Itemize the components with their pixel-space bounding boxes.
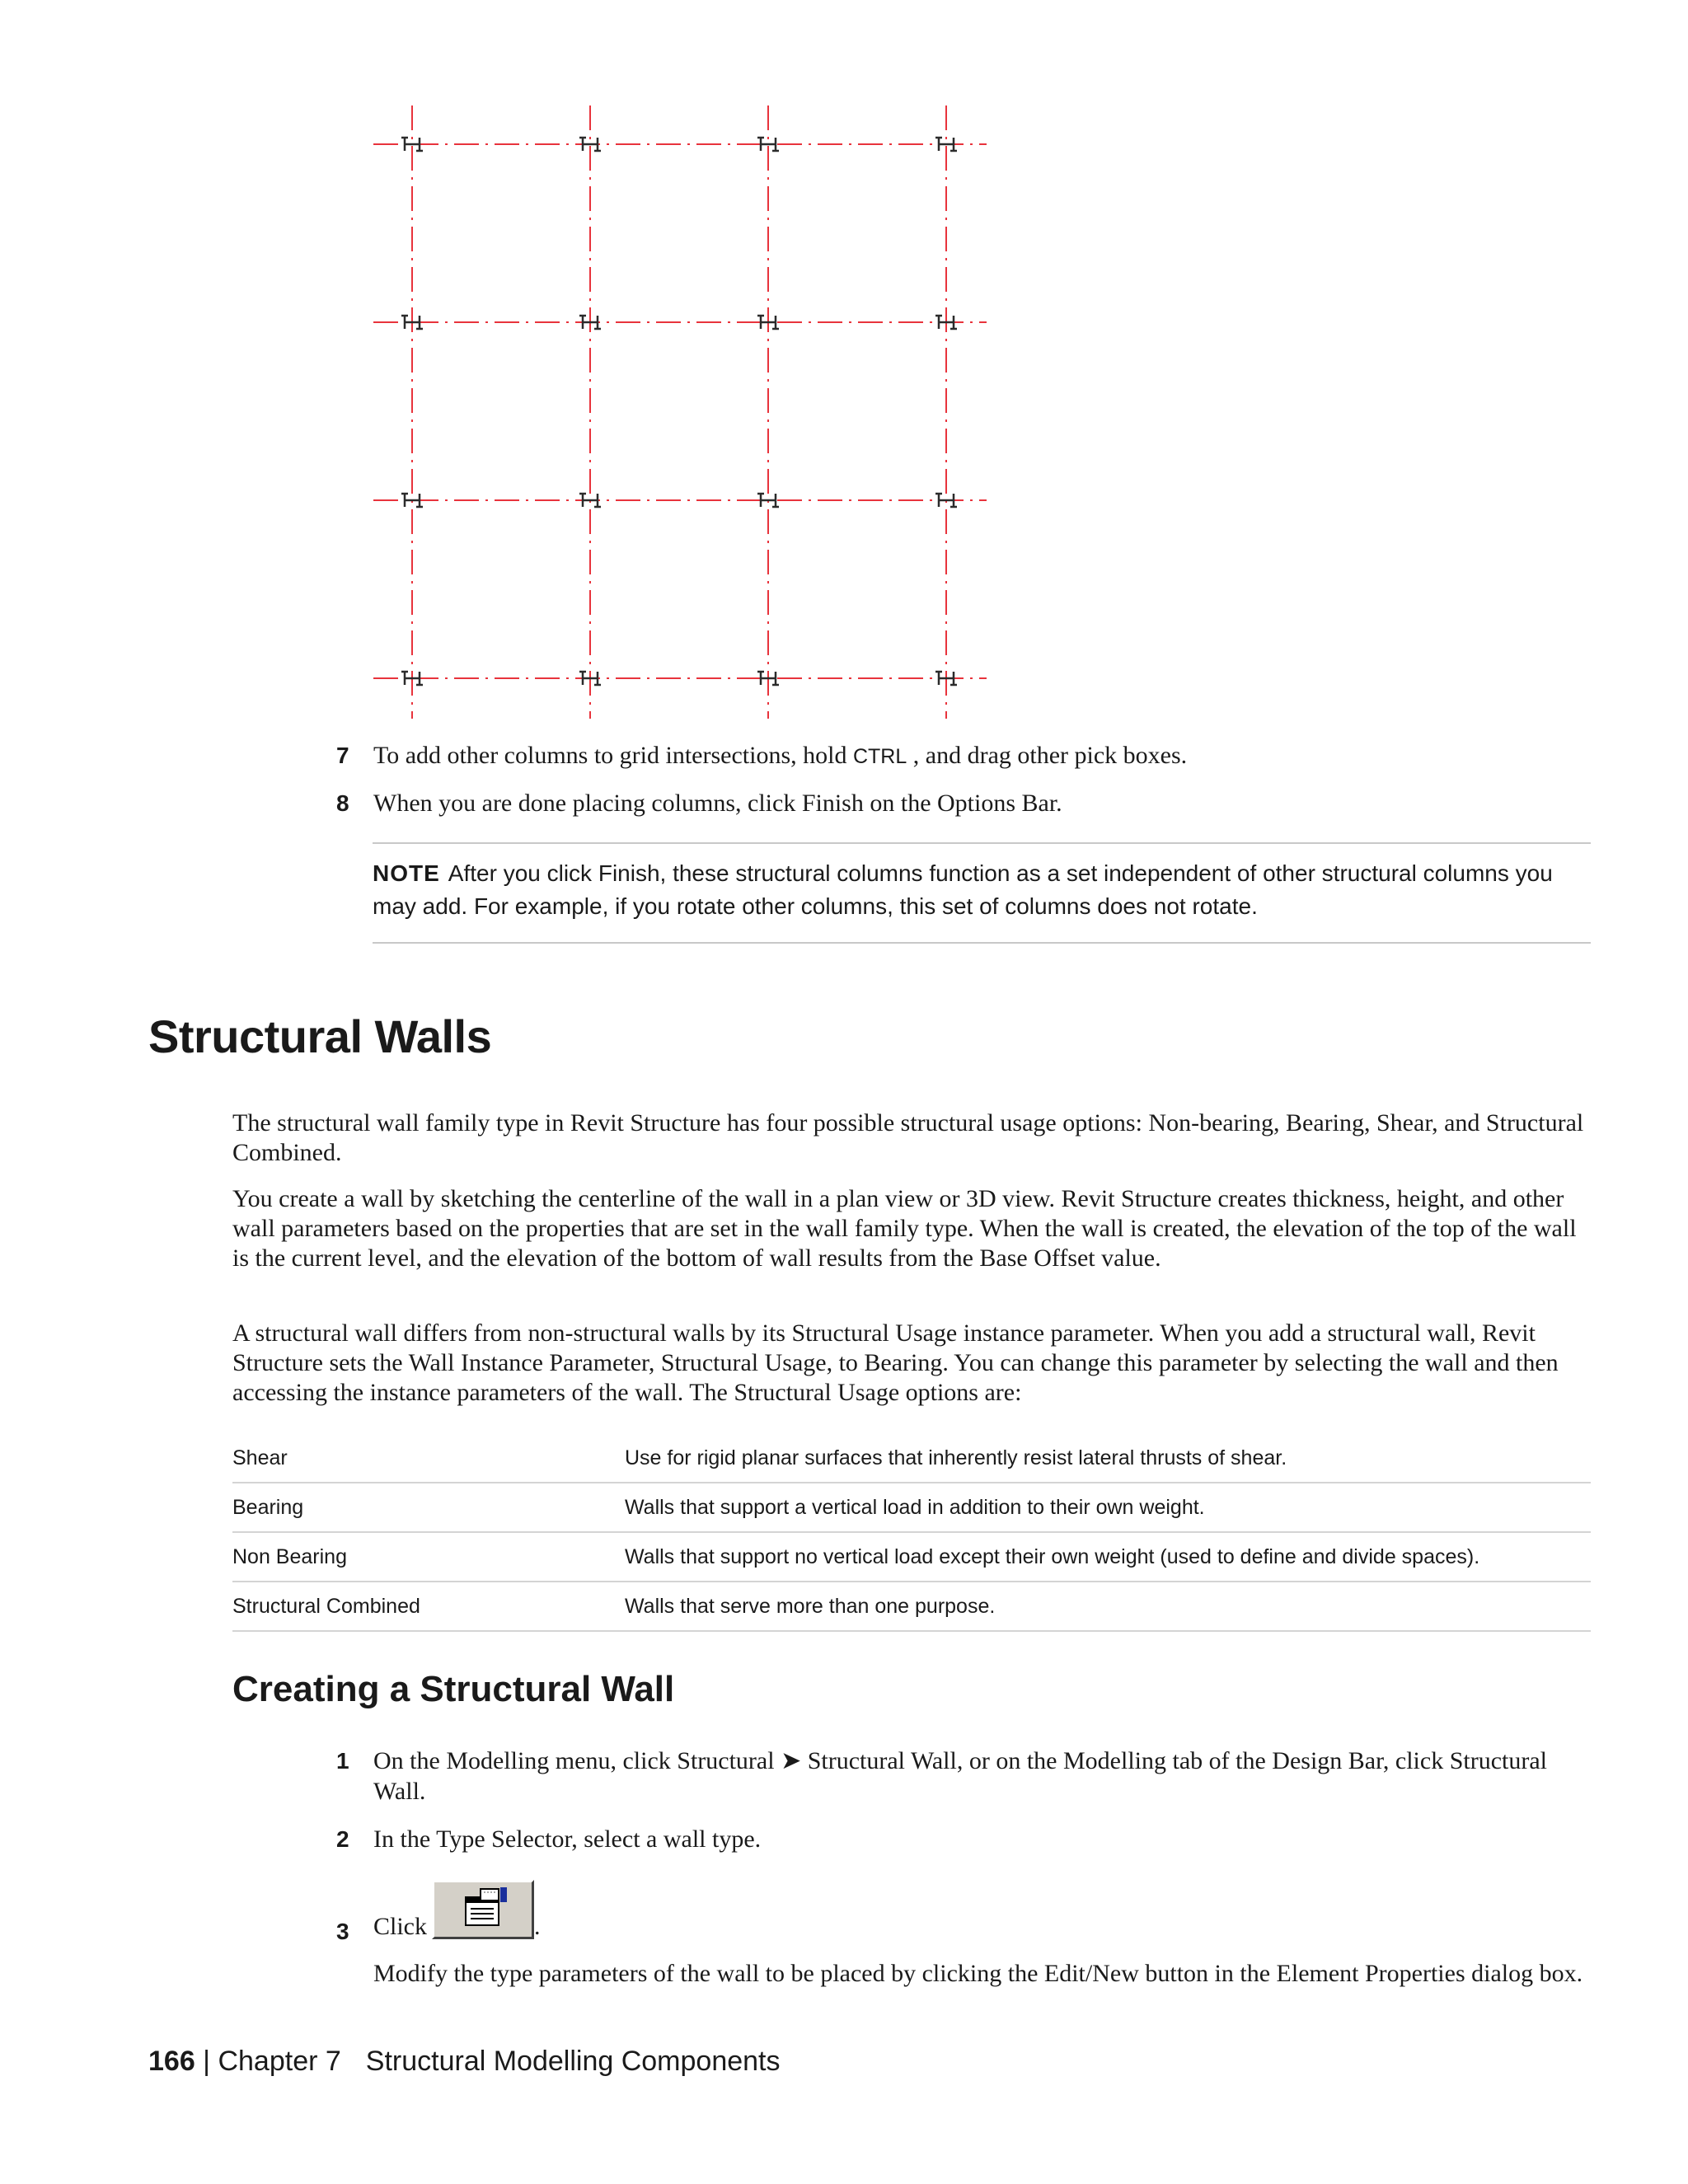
- step-number: 3: [336, 1919, 349, 1944]
- paragraph-2: You create a wall by sketching the centerline of the wall in a plan view or 3D view. Revit Structure creates thickness, height, and other wall parameters based on the properties that are set in the wall family type. When the wall is created, the elevation of the top of the wall is the current level, and the elevation of the bottom of wall results from the Base Offset value.: [232, 1185, 1577, 1272]
- paragraph-3: A structural wall differs from non-structural walls by its Structural Usage instance parameter. When you add a structural wall, Revit Structure sets the Wall Instance Parameter, Structural Usage, to Bearing. You can change this parameter by selecting the wall and then accessing the instance parameters of the wall. The Structural Usage options are:: [232, 1319, 1559, 1406]
- note-top-rule: [373, 842, 1591, 844]
- table-term: Non Bearing: [232, 1545, 347, 1568]
- note-box: [373, 857, 1592, 923]
- step-number: 2: [336, 1826, 349, 1852]
- table-term: Shear: [232, 1446, 288, 1469]
- table-term: Bearing: [232, 1496, 304, 1519]
- table-row: [232, 1533, 1591, 1582]
- step-text: [373, 740, 1593, 772]
- note-text: After you click Finish, these structural columns function as a set independent of other structural columns you may add. For example, if you rotate other columns, this set of columns does not rotate.: [373, 860, 1553, 919]
- note-bottom-rule: [373, 942, 1591, 944]
- column-markers: [401, 138, 957, 685]
- ctrl-key: CTRL: [852, 745, 907, 768]
- chapter-title: Structural Modelling Components: [365, 2046, 781, 2077]
- column-marker: [401, 494, 423, 507]
- step-text-part: .: [534, 1913, 541, 1940]
- step-text: On the Modelling menu, click Structural ➤ Structural Wall, or on the Modelling tab of the Design Bar, click Structural Wall.: [373, 1747, 1547, 1805]
- structural-usage-table: [232, 1434, 1591, 1632]
- step-text-part: To add other columns to grid intersections, hold: [373, 742, 853, 769]
- step-text: When you are done placing columns, click Finish on the Options Bar.: [373, 790, 1062, 817]
- table-row: [232, 1434, 1591, 1483]
- column-marker: [935, 494, 957, 507]
- step-number: 8: [336, 790, 349, 816]
- step-text-part: , and drag other pick boxes.: [907, 742, 1188, 769]
- section-title: Structural Walls: [148, 1010, 492, 1062]
- table-row: [232, 1483, 1591, 1533]
- note-label: NOTE: [373, 860, 440, 886]
- table-desc: Walls that serve more than one purpose.: [625, 1595, 996, 1618]
- column-marker: [579, 494, 601, 507]
- paragraph-1: The structural wall family type in Revit Structure has four possible structural usage options: Non-bearing, Bearing, Shear, and Structural Combined.: [232, 1109, 1584, 1166]
- element-properties-button[interactable]: [432, 1880, 534, 1939]
- table-desc: Walls that support no vertical load except their own weight (used to define and divide spaces).: [625, 1545, 1480, 1568]
- page-footer: [148, 2046, 781, 2078]
- page-number: 166: [148, 2046, 195, 2077]
- subsection-title: Creating a Structural Wall: [232, 1669, 675, 1709]
- table-term: Structural Combined: [232, 1595, 420, 1618]
- chapter-label: Chapter 7: [218, 2046, 341, 2077]
- element-properties-icon: [434, 1882, 532, 1937]
- step-number: 7: [336, 743, 349, 768]
- table-row: [232, 1582, 1591, 1632]
- footer-separator: |: [195, 2046, 218, 2077]
- table-desc: Use for rigid planar surfaces that inherently resist lateral thrusts of shear.: [625, 1446, 1287, 1469]
- step-text: In the Type Selector, select a wall type.: [373, 1825, 762, 1853]
- grid-lines: [373, 105, 987, 719]
- step-number: 1: [336, 1748, 349, 1774]
- step-text-part: Click: [373, 1913, 427, 1940]
- step-3-detail: Modify the type parameters of the wall to be placed by clicking the Edit/New button in the Element Properties dialog box.: [373, 1960, 1583, 1987]
- step-text: [373, 1880, 1593, 1960]
- table-desc: Walls that support a vertical load in addition to their own weight.: [625, 1496, 1205, 1519]
- structural-grid-figure: [367, 99, 993, 725]
- column-marker: [757, 494, 779, 507]
